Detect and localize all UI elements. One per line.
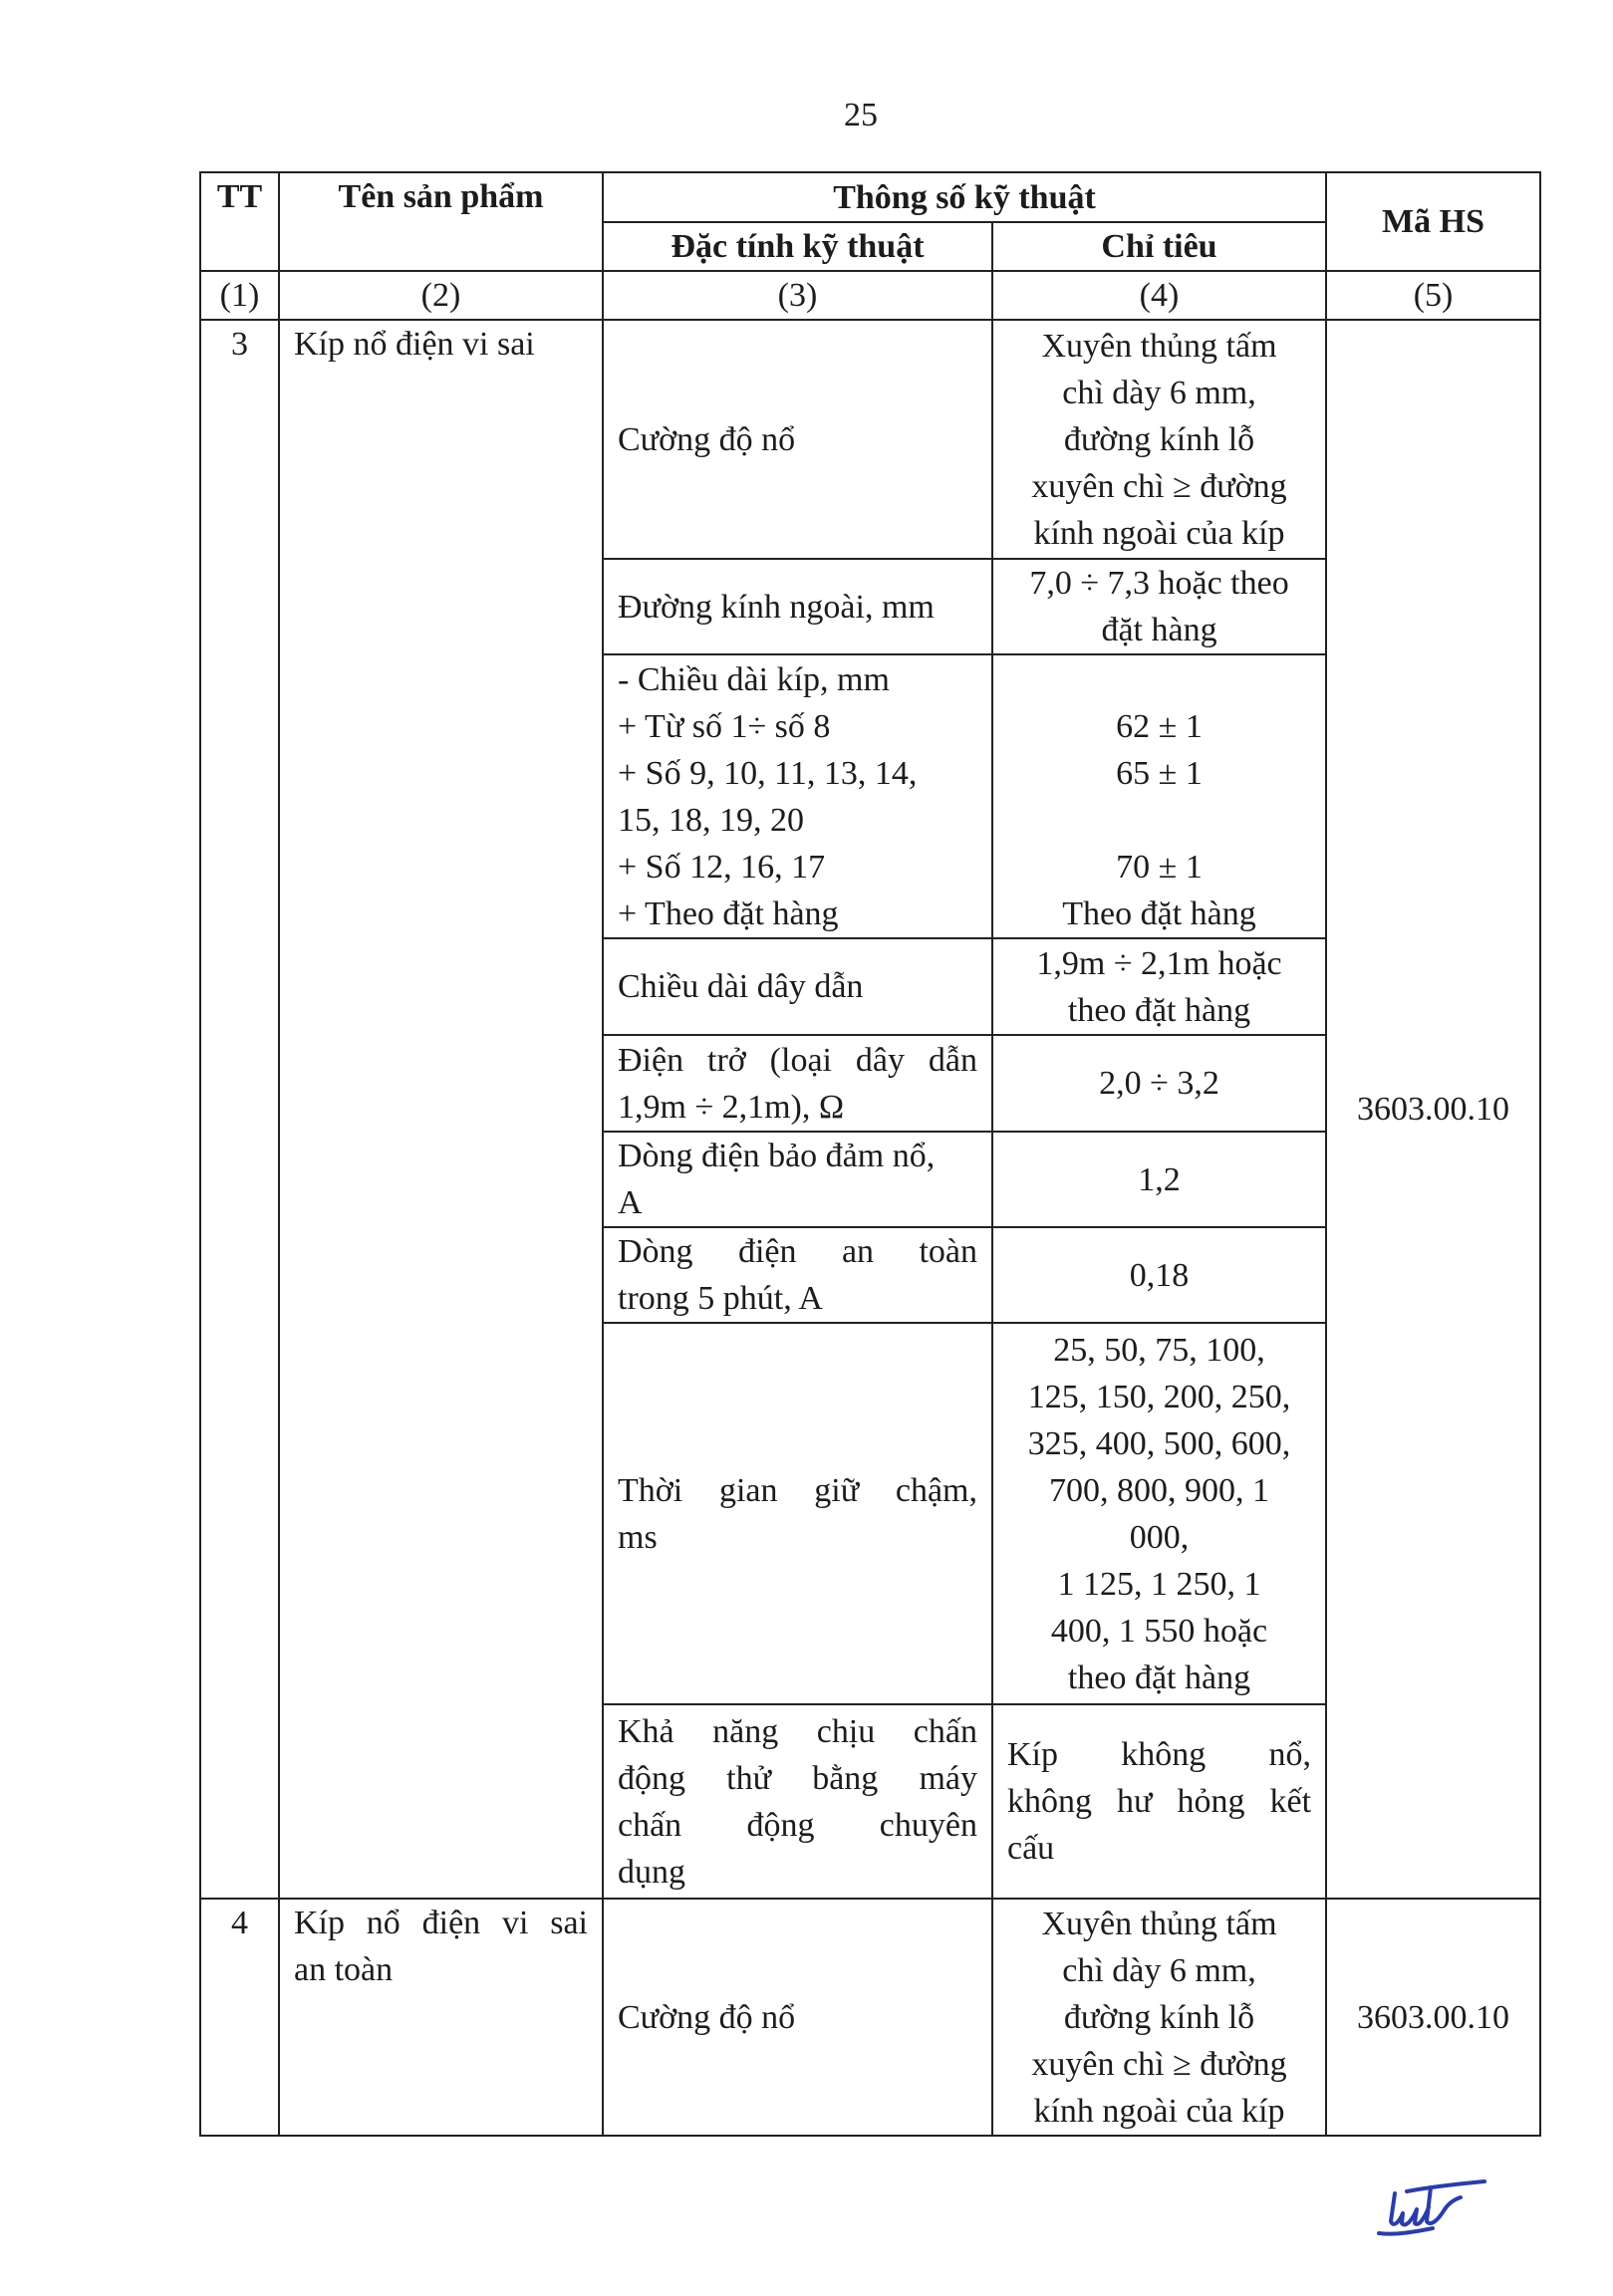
criteria-line: 70 ± 1 bbox=[1116, 848, 1203, 886]
spec-criteria bbox=[992, 1227, 1326, 1323]
characteristic-line: Cường độ nổ bbox=[618, 420, 796, 458]
characteristic-line: Khả năng chịu chấn bbox=[618, 1712, 977, 1750]
column-number: (3) bbox=[603, 271, 992, 320]
criteria-spacer bbox=[1007, 797, 1311, 844]
spec-characteristic bbox=[603, 320, 992, 559]
characteristic-line: động thử bằng máy bbox=[618, 1759, 977, 1797]
criteria-line: xuyên chì ≥ đường bbox=[1031, 2045, 1287, 2083]
spec-characteristic bbox=[603, 1704, 992, 1899]
criteria-line: 1,9m ÷ 2,1m hoặc bbox=[1036, 944, 1282, 982]
spec-criteria bbox=[992, 654, 1326, 938]
criteria-line: xuyên chì ≥ đường bbox=[1031, 467, 1287, 505]
criteria-line: 7,0 ÷ 7,3 hoặc theo bbox=[1029, 565, 1289, 602]
product-name-line: Kíp nổ điện vi sai bbox=[294, 326, 535, 363]
characteristic-line: Cường độ nổ bbox=[618, 1998, 796, 2036]
criteria-line: theo đặt hàng bbox=[1067, 991, 1251, 1029]
characteristic-line: Thời gian giữ chậm, bbox=[618, 1471, 977, 1509]
criteria-line: 1,2 bbox=[1138, 1160, 1181, 1198]
criteria-line: đặt hàng bbox=[1101, 612, 1217, 648]
criteria-line: Xuyên thủng tấm bbox=[1041, 1905, 1277, 1942]
criteria-line: 400, 1 550 hoặc bbox=[1050, 1612, 1268, 1650]
criteria-line: đường kính lỗ bbox=[1063, 1998, 1255, 2036]
characteristic-line: Điện trở (loại dây dẫn bbox=[618, 1041, 977, 1079]
product-name bbox=[279, 1899, 603, 2136]
spec-criteria bbox=[992, 559, 1326, 654]
product-spec-table bbox=[199, 171, 1541, 2137]
criteria-line: 65 ± 1 bbox=[1116, 754, 1203, 792]
header-hs-code: Mã HS bbox=[1326, 172, 1540, 271]
column-number: (4) bbox=[992, 271, 1326, 320]
criteria-line: kính ngoài của kíp bbox=[1033, 2092, 1285, 2130]
signature bbox=[1373, 2177, 1488, 2243]
column-number: (1) bbox=[200, 271, 279, 320]
characteristic-line: 15, 18, 19, 20 bbox=[618, 801, 804, 839]
criteria-line: cấu bbox=[1007, 1830, 1055, 1867]
spec-criteria bbox=[992, 938, 1326, 1035]
characteristic-line: dụng bbox=[618, 1853, 685, 1891]
header-row bbox=[200, 172, 1540, 222]
spec-characteristic bbox=[603, 654, 992, 938]
spec-characteristic bbox=[603, 1323, 992, 1704]
column-number: (5) bbox=[1326, 271, 1540, 320]
header-tt: TT bbox=[200, 172, 279, 271]
characteristic-line: + Số 12, 16, 17 bbox=[618, 848, 826, 886]
criteria-line: 000, bbox=[1129, 1518, 1190, 1556]
hs-code: 3603.00.10 bbox=[1326, 320, 1540, 1899]
criteria-line: đường kính lỗ bbox=[1063, 420, 1255, 458]
characteristic-line: chấn động chuyên bbox=[618, 1806, 977, 1844]
criteria-line: 700, 800, 900, 1 bbox=[1049, 1471, 1269, 1509]
characteristic-line: Chiều dài dây dẫn bbox=[618, 968, 864, 1005]
criteria-spacer bbox=[1007, 656, 1311, 703]
criteria-line: 25, 50, 75, 100, bbox=[1053, 1331, 1265, 1369]
product-name bbox=[279, 320, 603, 1899]
criteria-line: kính ngoài của kíp bbox=[1033, 514, 1285, 552]
criteria-line: 1 125, 1 250, 1 bbox=[1057, 1565, 1261, 1603]
criteria-line: 62 ± 1 bbox=[1116, 707, 1203, 745]
spec-criteria bbox=[992, 320, 1326, 559]
characteristic-line: - Chiều dài kíp, mm bbox=[618, 660, 890, 698]
table-row bbox=[200, 320, 1540, 559]
criteria-line: không hư hỏng kết bbox=[1007, 1783, 1312, 1820]
characteristic-line: Dòng điện bảo đảm nổ, bbox=[618, 1138, 936, 1174]
criteria-line: Xuyên thủng tấm bbox=[1041, 327, 1277, 365]
criteria-line: Theo đặt hàng bbox=[1062, 894, 1256, 932]
criteria-line: 0,18 bbox=[1129, 1256, 1190, 1294]
characteristic-line: Dòng điện an toàn bbox=[618, 1233, 977, 1270]
characteristic-line: 1,9m ÷ 2,1m), Ω bbox=[618, 1088, 845, 1126]
spec-characteristic bbox=[603, 1899, 992, 2136]
header-technical-specs: Thông số kỹ thuật bbox=[603, 172, 1326, 222]
criteria-line: 125, 150, 200, 250, bbox=[1027, 1378, 1291, 1415]
hs-code: 3603.00.10 bbox=[1326, 1899, 1540, 2136]
column-number: (2) bbox=[279, 271, 603, 320]
criteria-line: chì dày 6 mm, bbox=[1062, 1951, 1256, 1989]
spec-criteria bbox=[992, 1035, 1326, 1132]
header-criteria: Chỉ tiêu bbox=[992, 222, 1326, 271]
characteristic-line: A bbox=[618, 1184, 643, 1221]
column-number-row bbox=[200, 271, 1540, 320]
spec-characteristic bbox=[603, 938, 992, 1035]
spec-criteria bbox=[992, 1132, 1326, 1227]
header-product-name: Tên sản phẩm bbox=[279, 172, 603, 271]
spec-characteristic bbox=[603, 1035, 992, 1132]
characteristic-line: trong 5 phút, A bbox=[618, 1280, 823, 1317]
page-number: 25 bbox=[844, 97, 878, 133]
characteristic-line: + Theo đặt hàng bbox=[618, 894, 839, 932]
spec-characteristic bbox=[603, 1227, 992, 1323]
spec-criteria bbox=[992, 1323, 1326, 1704]
spec-characteristic bbox=[603, 1132, 992, 1227]
spec-criteria bbox=[992, 1899, 1326, 2136]
header-characteristic: Đặc tính kỹ thuật bbox=[603, 222, 992, 271]
product-name-line: Kíp nổ điện vi sai bbox=[294, 1905, 588, 1941]
criteria-line: Kíp không nổ, bbox=[1007, 1736, 1312, 1773]
spec-criteria bbox=[992, 1704, 1326, 1899]
characteristic-line: + Từ số 1÷ số 8 bbox=[618, 707, 831, 745]
product-number: 3 bbox=[200, 320, 279, 1899]
criteria-line: 2,0 ÷ 3,2 bbox=[1099, 1065, 1219, 1102]
characteristic-line: Đường kính ngoài, mm bbox=[618, 588, 935, 626]
criteria-line: theo đặt hàng bbox=[1067, 1658, 1251, 1696]
table-row bbox=[200, 1899, 1540, 2136]
characteristic-line: ms bbox=[618, 1518, 658, 1556]
product-name-line: an toàn bbox=[294, 1951, 394, 1988]
spec-characteristic bbox=[603, 559, 992, 654]
criteria-line: chì dày 6 mm, bbox=[1062, 374, 1256, 411]
characteristic-line: + Số 9, 10, 11, 13, 14, bbox=[618, 754, 918, 792]
product-number: 4 bbox=[200, 1899, 279, 2136]
criteria-line: 325, 400, 500, 600, bbox=[1027, 1424, 1291, 1462]
